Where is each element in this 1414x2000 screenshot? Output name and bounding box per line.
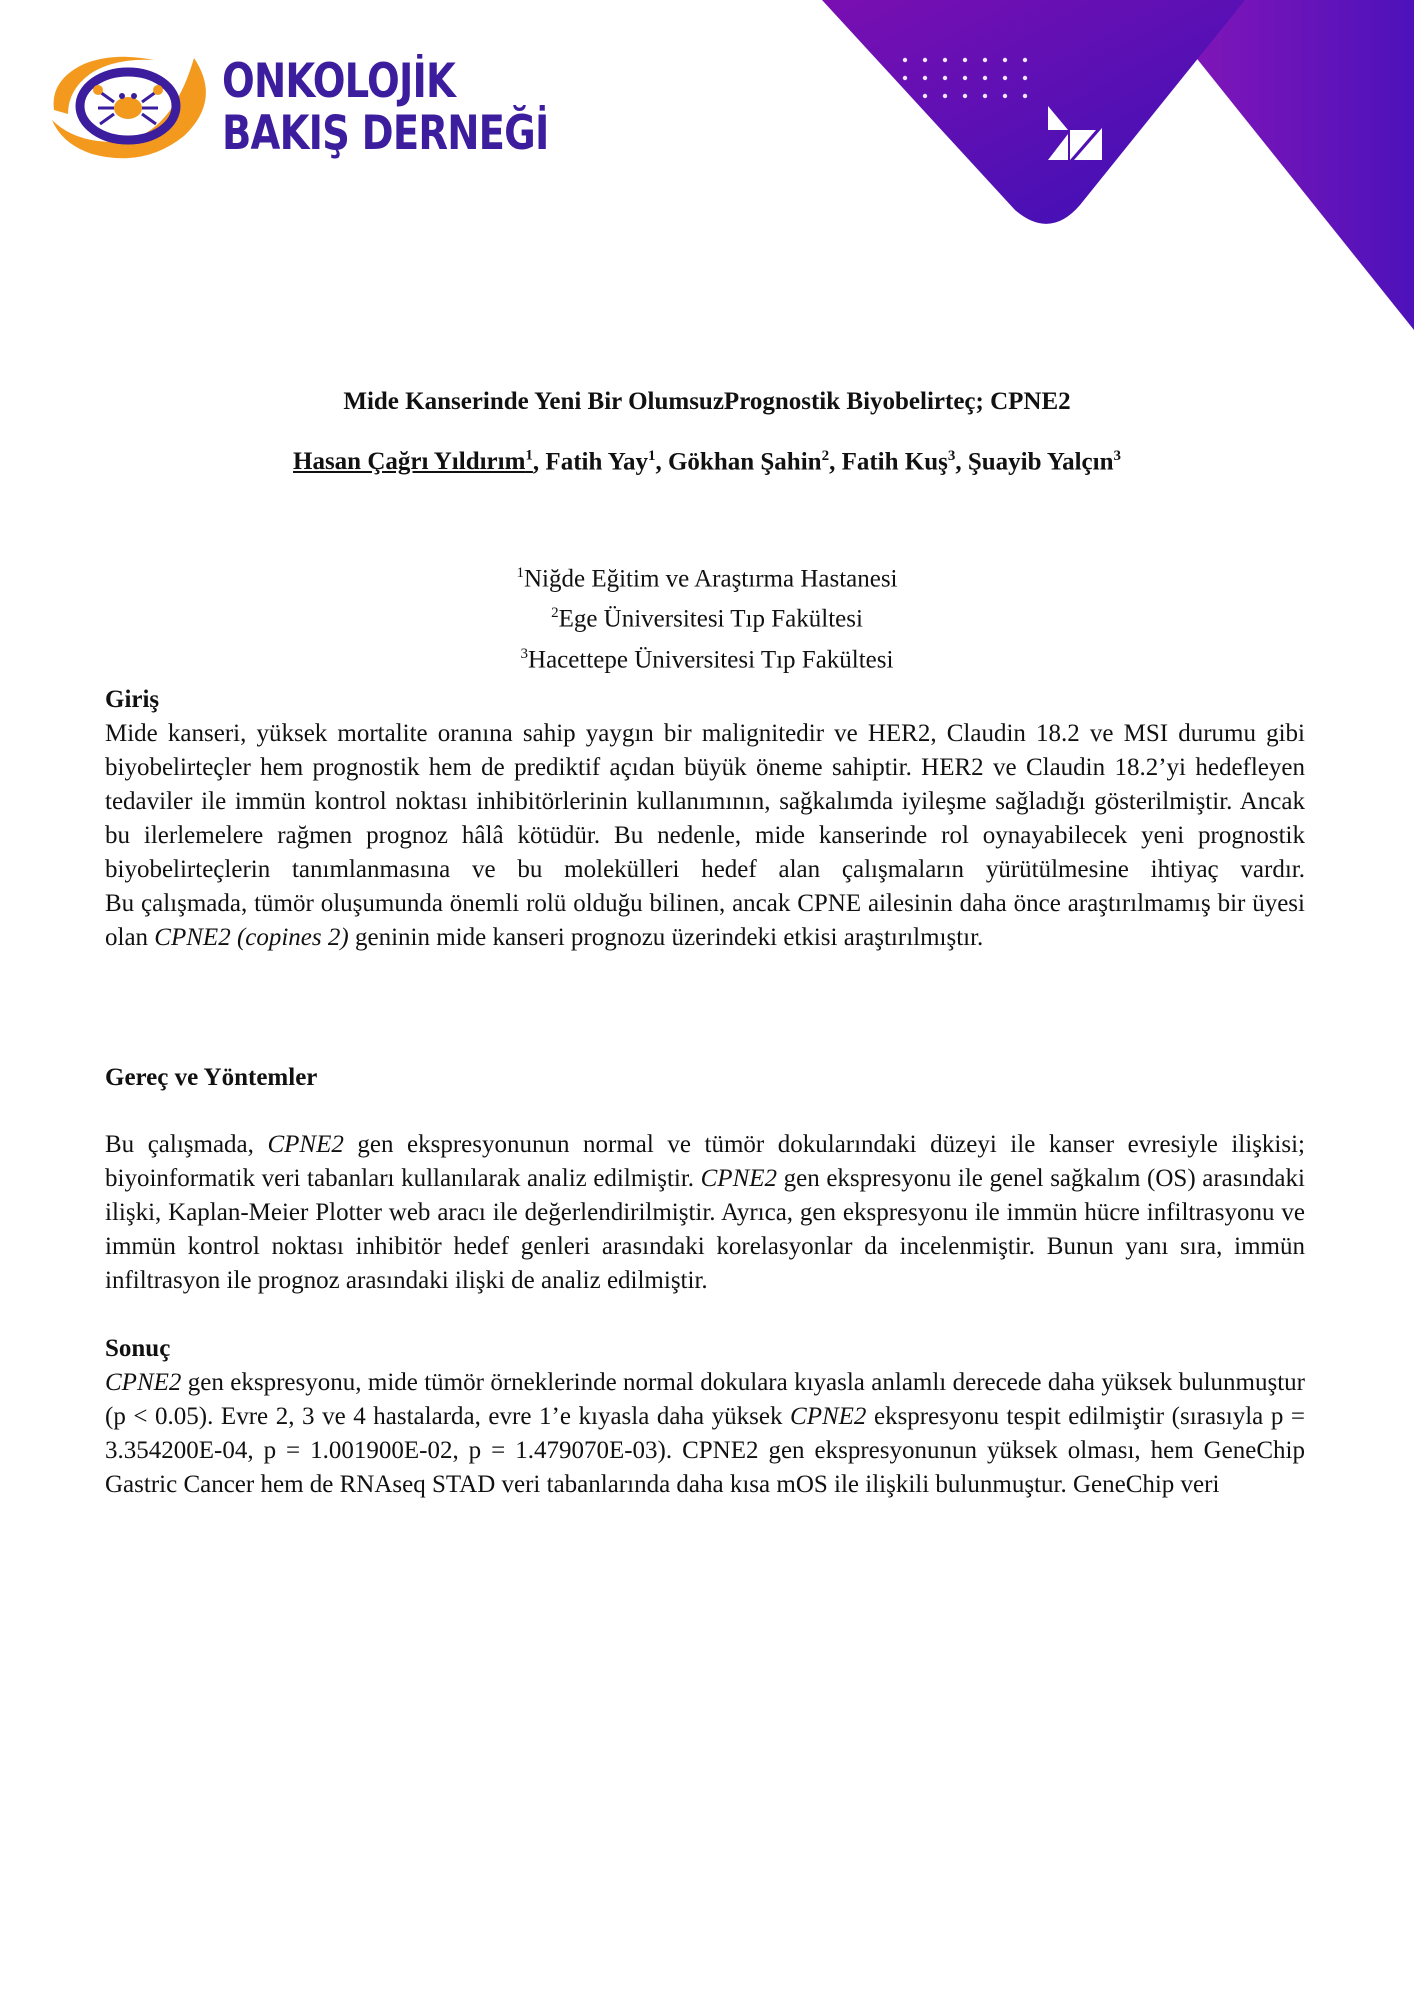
giris-p2-text-b: geninin mide kanseri prognozu üzerindeki etkisi araştırılmıştır. <box>348 924 984 951</box>
logo-line1: ONKOLOJİK <box>222 54 456 109</box>
affiliation-1-sup: 1 <box>516 565 524 581</box>
gerec-paragraph <box>105 1128 1305 1298</box>
giris-p2-text-a: Bu çalışmada, tümör oluşumunda önemli rolü olduğu bilinen, ancak CPNE ailesinin daha önce araştırılmamış bir üyesi olan <box>105 890 1305 951</box>
sonuc-text-1: gen ekspresyonu, mide tümör örneklerinde normal dokulara kıyasla anlamlı derecede daha yüksek bulunmuştur (p < 0.05). Evre 2, 3 ve 4 hastalarda, evre 1’e kıyasla daha yüksek <box>105 1369 1305 1430</box>
affiliation-3-text: Hacettepe Üniversitesi Tıp Fakültesi <box>528 645 894 673</box>
author-3: , Gökhan Şahin <box>655 448 822 476</box>
section-gerec-body <box>105 1128 1305 1298</box>
affiliation-2-sup: 2 <box>551 605 559 622</box>
gerec-text-1: Bu çalışmada, <box>105 1131 268 1158</box>
affiliations <box>0 556 1414 677</box>
gerec-text-2: gen ekspresyonunun normal ve tümör dokularındaki düzeyi ile kanser evresiyle ilişkisi; biyoinformatik veri tabanları kullanılarak analiz edilmiştir. <box>105 1131 1305 1192</box>
author-4: , Fatih Kuş <box>829 448 948 476</box>
logo-line2: BAKIŞ DERNEĞİ <box>222 106 549 161</box>
section-giris <box>105 683 1305 955</box>
author-5: , Şuayib Yalçın <box>955 448 1114 476</box>
section-gerec <box>105 1061 1305 1095</box>
giris-p2-gene: CPNE2 (copines 2) <box>154 924 349 951</box>
giris-heading: Giriş <box>105 686 160 713</box>
author-1 <box>293 448 533 475</box>
author-1-sup: 1 <box>525 448 533 464</box>
affiliation-3-sup: 3 <box>520 645 529 662</box>
giris-paragraph-2 <box>105 887 1305 955</box>
author-2-sup: 1 <box>647 448 656 464</box>
section-sonuc <box>105 1332 1305 1502</box>
author-3-sup: 2 <box>821 448 830 464</box>
crab-icon <box>93 85 163 124</box>
sonuc-gene-1: CPNE2 <box>105 1369 182 1396</box>
affiliation-1 <box>0 556 1414 596</box>
author-list <box>0 448 1414 476</box>
affiliation-1-text: Niğde Eğitim ve Araştırma Hastanesi <box>523 565 898 593</box>
sonuc-paragraph <box>105 1366 1305 1502</box>
author-2: , Fatih Yay <box>532 448 648 476</box>
logo-wordmark <box>222 56 548 160</box>
logo-emblem <box>44 50 224 162</box>
gerec-gene-1: CPNE2 <box>267 1131 344 1158</box>
gerec-text-3: gen ekspresyonu ile genel sağkalım (OS) arasındaki ilişki, Kaplan-Meier Plotter web aracı ile değerlendirilmiştir. Ayrıca, gen ekspresyonu ile immün hücre infiltrasyonu ve immün kontrol noktası inhibitör hedef genleri arasındaki korelasyonlar da incelenmiştir. Bunun yanı sıra, immün infiltrasyon ile prognoz arasındaki ilişki de analiz edilmiştir. <box>105 1165 1305 1294</box>
affiliation-2-text: Ege Üniversitesi Tıp Fakültesi <box>558 605 863 633</box>
sonuc-heading: Sonuç <box>105 1335 171 1362</box>
author-4-sup: 3 <box>947 448 956 464</box>
gerec-gene-2: CPNE2 <box>700 1165 778 1192</box>
sonuc-gene-2: CPNE2 <box>790 1403 867 1430</box>
affiliation-2 <box>0 596 1414 636</box>
document-title: Mide Kanserinde Yeni Bir OlumsuzPrognostik Biyobelirteç; CPNE2 <box>343 388 1071 415</box>
author-1-name: Hasan Çağrı Yıldırım <box>293 448 526 476</box>
gerec-heading: Gereç ve Yöntemler <box>105 1064 318 1091</box>
affiliation-3 <box>0 637 1414 677</box>
author-5-sup: 3 <box>1113 448 1121 464</box>
sonuc-text-2: ekspresyonu tespit edilmiştir (sırasıyla p = 3.354200E-04, p = 1.001900E-02, p = 1.479070E-03). CPNE2 gen ekspresyonunun yüksek olması, hem GeneChip Gastric Cancer hem de RNAseq STAD veri tabanlarında daha kısa mOS ile ilişkili bulunmuştur. GeneChip veri <box>105 1403 1305 1498</box>
giris-paragraph-1: Mide kanseri, yüksek mortalite oranına sahip yaygın bir malignitedir ve HER2, Claudin 18.2 ve MSI durumu gibi biyobelirteçler hem prognostik hem de prediktif açıdan büyük öneme sahiptir. HER2 ve Claudin 18.2’yi hedefleyen tedaviler ile immün kontrol noktası inhibitörlerinin kullanımının, sağkalımda iyileşme sağladığı gösterilmiştir. Ancak bu ilerlemelere rağmen prognoz hâlâ kötüdür. Bu nedenle, mide kanserinde rol oynayabilecek yeni prognostik biyobelirteçlerin tanımlanmasına ve bu molekülleri hedef alan çalışmaların yürütülmesine ihtiyaç vardır. <box>105 720 1305 883</box>
